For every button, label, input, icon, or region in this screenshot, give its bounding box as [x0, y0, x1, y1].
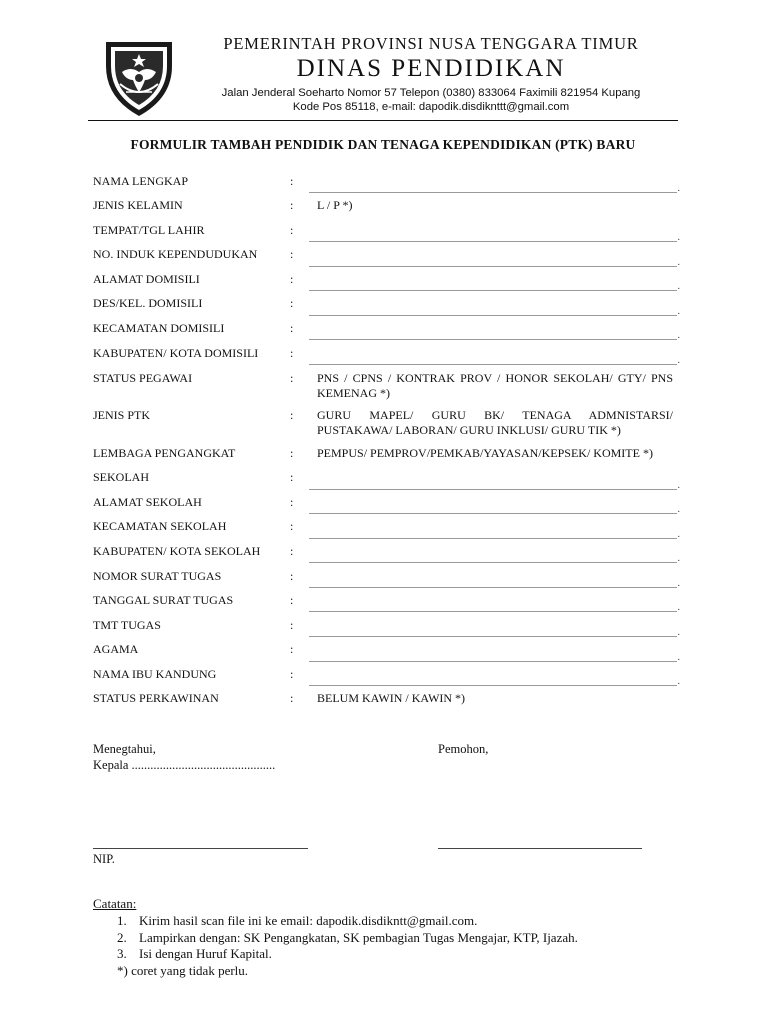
header-divider: [88, 120, 678, 121]
approver-signature-line[interactable]: [93, 848, 308, 849]
applicant-title: Pemohon,: [438, 742, 489, 756]
field-colon: :: [290, 544, 294, 558]
header-government-name: PEMERINTAH PROVINSI NUSA TENGGARA TIMUR: [223, 34, 639, 53]
field-label: KABUPATEN/ KOTA SEKOLAH: [93, 544, 261, 558]
field-colon: :: [290, 272, 294, 286]
field-value: L / P *): [317, 198, 353, 212]
field-label: ALAMAT DOMISILI: [93, 272, 200, 286]
fill-line-agama[interactable]: [309, 661, 677, 662]
header-agency-name: DINAS PENDIDIKAN: [296, 55, 566, 82]
fill-line-nama-lengkap[interactable]: [309, 192, 677, 193]
field-colon: :: [290, 519, 294, 533]
fill-line-nik[interactable]: [309, 266, 677, 267]
field-colon: :: [290, 408, 294, 422]
government-emblem-logo: [96, 36, 182, 120]
field-label: AGAMA: [93, 642, 139, 656]
field-label: STATUS PEGAWAI: [93, 371, 193, 385]
field-colon: :: [290, 691, 294, 705]
approver-position: Kepala ..............................................: [93, 758, 276, 772]
field-label: KABUPATEN/ KOTA DOMISILI: [93, 346, 259, 360]
field-colon: :: [290, 642, 294, 656]
field-colon: :: [290, 470, 294, 484]
fill-line-sekolah[interactable]: [309, 489, 677, 490]
note-text: Kirim hasil scan file ini ke email: dapodik.disdikntt@gmail.com.: [139, 913, 478, 928]
fill-line-tmt-tugas[interactable]: [309, 636, 677, 637]
field-colon: :: [290, 198, 294, 212]
field-label: JENIS KELAMIN: [93, 198, 183, 212]
fill-line-tanggal-surat-tugas[interactable]: [309, 611, 677, 612]
fill-line-kecamatan-domisili[interactable]: [309, 339, 677, 340]
field-label: JENIS PTK: [93, 408, 151, 422]
note-text: Isi dengan Huruf Kapital.: [139, 946, 272, 961]
field-label: STATUS PERKAWINAN: [93, 691, 219, 705]
notes-footnote: *) coret yang tidak perlu.: [117, 963, 249, 978]
field-label: NO. INDUK KEPENDUDUKAN: [93, 247, 258, 261]
field-label: ALAMAT SEKOLAH: [93, 495, 202, 509]
field-colon: :: [290, 174, 294, 188]
note-number: 3.: [117, 946, 127, 961]
field-label: NAMA LENGKAP: [93, 174, 189, 188]
fill-line-kabupaten-sekolah[interactable]: [309, 562, 677, 563]
field-colon: :: [290, 247, 294, 261]
form-title: FORMULIR TAMBAH PENDIDIK DAN TENAGA KEPENDIDIKAN (PTK) BARU: [130, 137, 636, 152]
nip-label: NIP.: [93, 852, 115, 866]
note-item: [117, 946, 272, 962]
field-value: BELUM KAWIN / KAWIN *): [317, 691, 466, 705]
field-colon: :: [290, 346, 294, 360]
field-label: TMT TUGAS: [93, 618, 161, 632]
note-number: 1.: [117, 913, 127, 928]
field-label: KECAMATAN SEKOLAH: [93, 519, 227, 533]
fill-line-alamat-domisili[interactable]: [309, 290, 677, 291]
field-label: LEMBAGA PENGANGKAT: [93, 446, 236, 460]
fill-line-des-kel-domisili[interactable]: [309, 315, 677, 316]
note-item: [117, 913, 477, 929]
note-text: Lampirkan dengan: SK Pengangkatan, SK pembagian Tugas Mengajar, KTP, Ijazah.: [139, 930, 578, 945]
fill-line-kecamatan-sekolah[interactable]: [309, 538, 677, 539]
field-label: DES/KEL. DOMISILI: [93, 296, 203, 310]
field-label: TEMPAT/TGL LAHIR: [93, 223, 205, 237]
note-item: [117, 930, 578, 946]
fill-line-nomor-surat-tugas[interactable]: [309, 587, 677, 588]
field-colon: :: [290, 321, 294, 335]
applicant-signature-line[interactable]: [438, 848, 642, 849]
field-label: KECAMATAN DOMISILI: [93, 321, 225, 335]
field-colon: :: [290, 593, 294, 607]
field-colon: :: [290, 618, 294, 632]
field-colon: :: [290, 446, 294, 460]
field-colon: :: [290, 223, 294, 237]
fill-line-alamat-sekolah[interactable]: [309, 513, 677, 514]
field-colon: :: [290, 371, 294, 385]
field-label: TANGGAL SURAT TUGAS: [93, 593, 234, 607]
field-label: NAMA IBU KANDUNG: [93, 667, 217, 681]
fill-line-kabupaten-domisili[interactable]: [309, 364, 677, 365]
field-colon: :: [290, 296, 294, 310]
note-number: 2.: [117, 930, 127, 945]
fill-line-nama-ibu-kandung[interactable]: [309, 685, 677, 686]
field-value: PNS / CPNS / KONTRAK PROV / HONOR SEKOLAH/ GTY/ PNS KEMENAG *): [317, 371, 673, 400]
field-value: GURU MAPEL/ GURU BK/ TENAGA ADMNISTARSI/ PUSTAKAWA/ LABORAN/ GURU INKLUSI/ GURU TIK *): [317, 408, 673, 437]
notes-title: Catatan:: [93, 896, 137, 911]
approver-title: Menegtahui,: [93, 742, 156, 756]
field-colon: :: [290, 495, 294, 509]
field-colon: :: [290, 667, 294, 681]
field-label: NOMOR SURAT TUGAS: [93, 569, 222, 583]
fill-line-tempat-tgl-lahir[interactable]: [309, 241, 677, 242]
field-value: PEMPUS/ PEMPROV/PEMKAB/YAYASAN/KEPSEK/ KOMITE *): [317, 446, 653, 460]
field-label: SEKOLAH: [93, 470, 149, 484]
header-address: Jalan Jenderal Soeharto Nomor 57 Telepon (0380) 833064 Faximili 821954 Kupang: [221, 87, 641, 99]
header-postal-email: Kode Pos 85118, e-mail: dapodik.disdiknttt@gmail.com: [292, 101, 570, 113]
field-colon: :: [290, 569, 294, 583]
